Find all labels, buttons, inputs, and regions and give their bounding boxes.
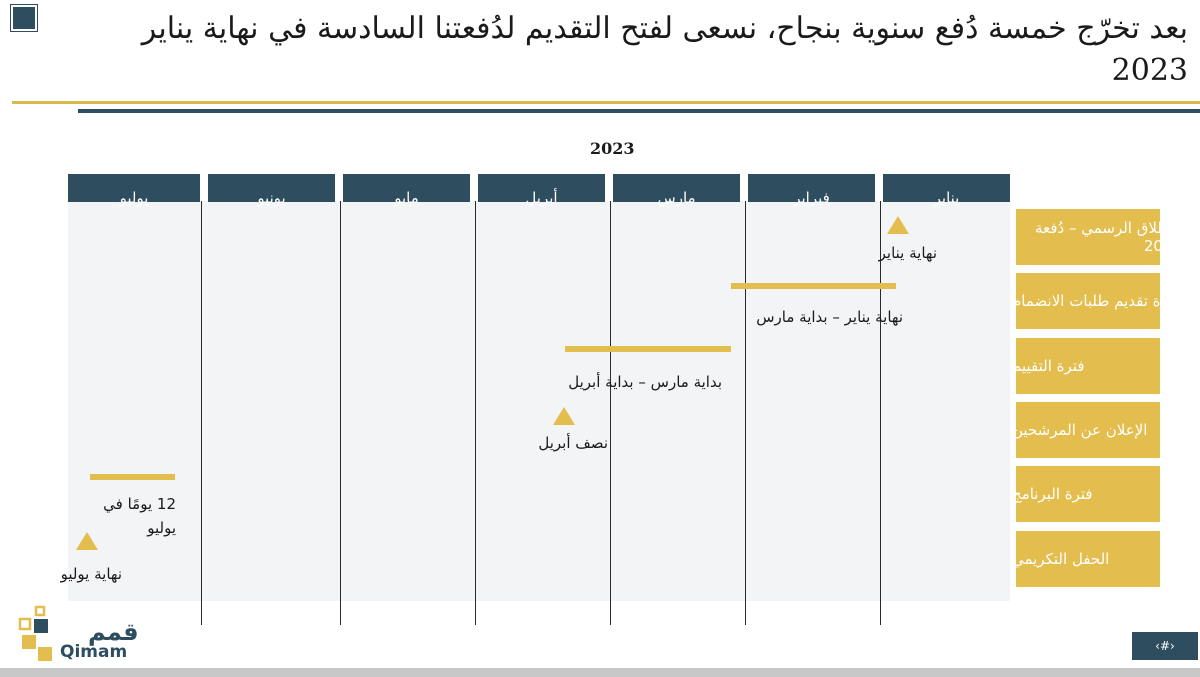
duration-label-evaluation: بداية مارس – بداية أبريل <box>568 373 722 391</box>
phase-announcement: الإعلان عن المرشحين <box>1016 402 1160 458</box>
title-divider-navy <box>78 109 1200 113</box>
duration-bar-program <box>90 474 175 480</box>
month-divider <box>610 201 611 625</box>
qimam-logo-icon <box>20 605 60 661</box>
timeline-year: 2023 <box>590 139 635 158</box>
month-divider <box>745 201 746 625</box>
month-divider <box>201 201 202 625</box>
milestone-label-launch: نهاية يناير <box>878 244 937 262</box>
month-header-july: يوليو <box>68 174 200 202</box>
logo-text-arabic: قمم <box>88 618 139 646</box>
logo-text-english: Qimam <box>60 642 128 662</box>
duration-bar-evaluation <box>565 346 731 352</box>
month-header-april: أبريل <box>478 174 605 202</box>
month-divider <box>340 201 341 625</box>
duration-label-applications: نهاية يناير – بداية مارس <box>756 308 903 326</box>
phase-applications: فترة تقديم طلبات الانضمام <box>1016 273 1160 329</box>
milestone-triangle-ceremony <box>76 532 98 550</box>
phase-program: فترة البرنامج <box>1016 466 1160 522</box>
duration-label-program: 12 يومًا في يوليو <box>103 495 176 537</box>
milestone-label-announcement: نصف أبريل <box>538 434 608 452</box>
month-header-may: مايو <box>343 174 470 202</box>
month-header-february: فبراير <box>748 174 875 202</box>
milestone-triangle-launch <box>887 216 909 234</box>
phase-evaluation: فترة التقييم <box>1016 338 1160 394</box>
phase-ceremony: الحفل التكريمي <box>1016 531 1160 587</box>
duration-bar-applications <box>731 283 896 289</box>
month-divider <box>475 201 476 625</box>
page-number-badge: ‹#› <box>1132 632 1198 660</box>
slide-corner-marker <box>11 5 37 31</box>
month-header-january: يناير <box>883 174 1010 202</box>
month-header-june: يونيو <box>208 174 335 202</box>
title-divider-gold <box>12 101 1200 104</box>
milestone-triangle-announcement <box>553 407 575 425</box>
milestone-label-ceremony: نهاية يوليو <box>60 565 122 583</box>
slide-title: بعد تخرّج خمسة دُفع سنوية بنجاح، نسعى لفتح التقديم لدُفعتنا السادسة في نهاية يناير 2023 <box>141 11 1188 88</box>
phase-launch: الإطلاق الرسمي – دُفعة 2022 <box>1016 209 1160 265</box>
month-header-march: مارس <box>613 174 740 202</box>
timeline-grid <box>68 201 1010 601</box>
